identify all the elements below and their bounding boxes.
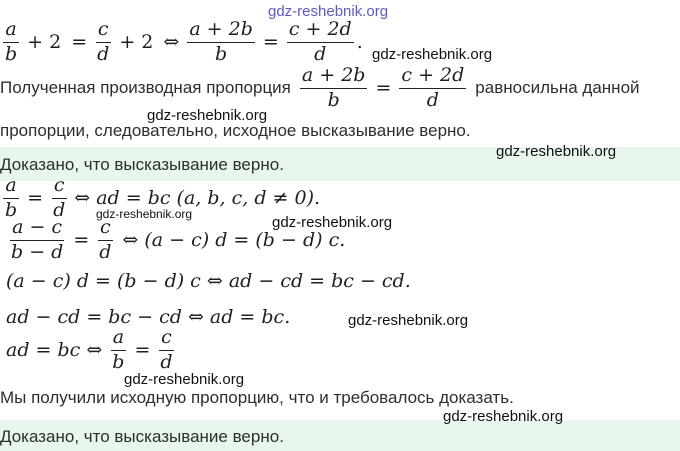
- watermark: gdz-reshebnik.org: [147, 107, 268, 124]
- watermark: gdz-reshebnik.org: [272, 214, 393, 231]
- watermark: gdz-reshebnik.org: [124, 371, 245, 388]
- fraction-c2d-d: $\frac{c + 2d}{d}$: [288, 18, 352, 65]
- paragraph-1-line-1: Полученная производная пропорция $\frac{a + 2b}{b}$ = $\frac{c + 2d}{d}$ равносильна данной: [0, 64, 640, 111]
- fraction-a-b: $\frac{a}{b}$: [5, 18, 18, 65]
- watermark: gdz-reshebnik.org: [268, 3, 389, 20]
- equation-line-3: $\frac{a}{b}$ = $\frac{c}{d}$ ⇔ ad = bc (a, b, c, d ≠ 0).: [5, 174, 321, 221]
- watermark: gdz-reshebnik.org: [443, 408, 564, 425]
- paragraph-1-line-2: пропорции, следовательно, исходное высказывание верно.: [0, 121, 471, 140]
- equation-line-6: ad − cd = bc − cd ⇔ ad = bc.: [6, 306, 291, 328]
- conclusion-text-2: Доказано, что высказывание верно.: [0, 427, 284, 446]
- watermark: gdz-reshebnik.org: [496, 143, 617, 160]
- equation-line-1: $\frac{a}{b}$ + 2 = $\frac{c}{d}$ + 2 ⇔ $\frac{a + 2b}{b}$ = $\frac{c + 2d}{d}$ .: [5, 18, 363, 65]
- fraction-a2b-b: $\frac{a + 2b}{b}$: [189, 18, 253, 65]
- equation-line-4: $\frac{a - c}{b - d}$ = $\frac{c}{d}$ ⇔ (a − c) d = (b − d) c.: [11, 216, 346, 263]
- equation-line-7: ad = bc ⇔ $\frac{a}{b}$ = $\frac{c}{d}$: [6, 326, 173, 373]
- conclusion-text-1: Доказано, что высказывание верно.: [0, 155, 284, 174]
- paragraph-2: Мы получили исходную пропорцию, что и требовалось доказать.: [0, 388, 514, 407]
- equation-line-5: (a − c) d = (b − d) c ⇔ ad − cd = bc − cd.: [6, 270, 411, 292]
- fraction-c-d: $\frac{c}{d}$: [97, 18, 110, 65]
- watermark: gdz-reshebnik.org: [96, 207, 193, 221]
- watermark: gdz-reshebnik.org: [348, 312, 469, 329]
- watermark: gdz-reshebnik.org: [372, 46, 493, 63]
